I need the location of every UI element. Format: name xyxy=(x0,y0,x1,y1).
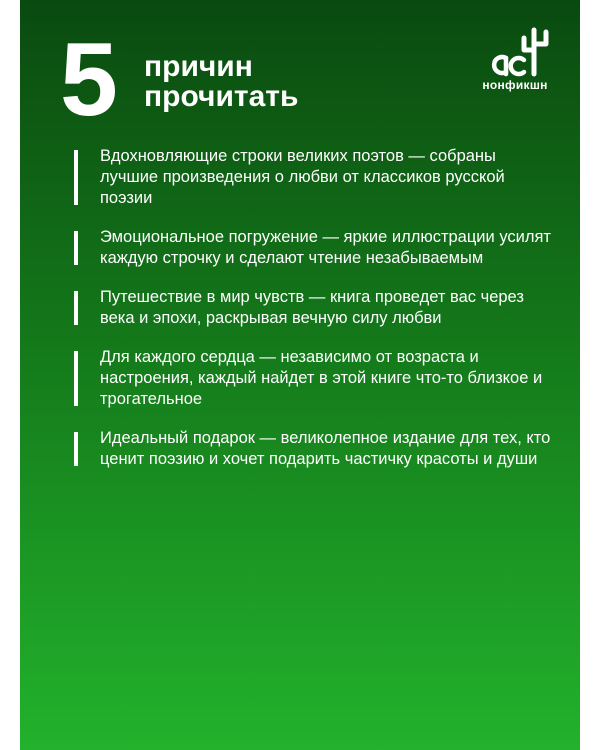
reason-item: Путешествие в мир чувств — книга проведет вас через века и эпохи, раскрывая вечную силу любви xyxy=(74,287,554,329)
title-line-2: прочитать xyxy=(144,80,299,113)
promo-card xyxy=(20,0,580,750)
reason-item: Эмоциональное погружение — яркие иллюстрации усилят каждую строчку и сделают чтение незабываемым xyxy=(74,227,554,269)
reasons-count: 5 xyxy=(60,22,116,138)
page-title xyxy=(144,52,298,112)
reasons-list xyxy=(74,146,554,488)
reason-item: Идеальный подарок — великолепное издание для тех, кто ценит поэзию и хочет подарить частичку красоты и души xyxy=(74,428,554,470)
title-line-1: причин xyxy=(144,50,253,83)
reason-item: Для каждого сердца — независимо от возраста и настроения, каждый найдет в этой книге что-то близкое и трогательное xyxy=(74,347,554,410)
cactus-logo-icon xyxy=(472,20,558,80)
publisher-logo xyxy=(472,20,558,96)
reason-item: Вдохновляющие строки великих поэтов — собраны лучшие произведения о любви от классиков русской поэзии xyxy=(74,146,554,209)
publisher-logo-subtitle: нонфикшн xyxy=(482,78,548,92)
